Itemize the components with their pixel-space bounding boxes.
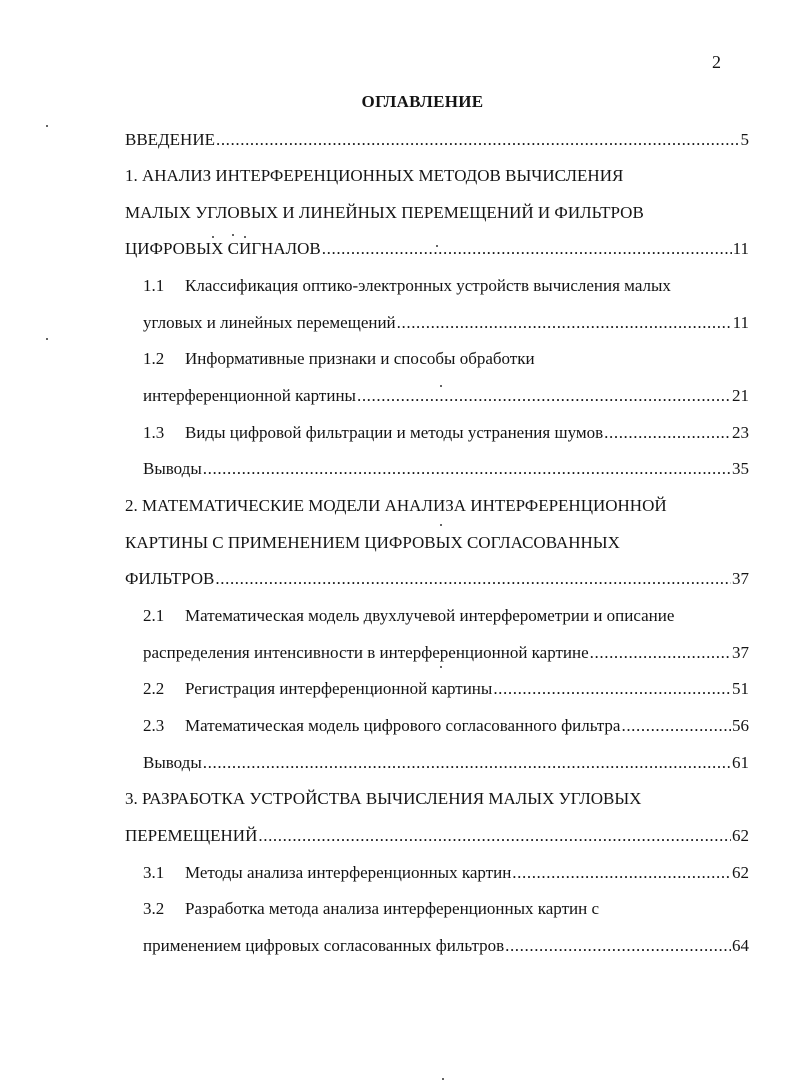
scan-speck	[244, 236, 246, 238]
page-number: 2	[712, 52, 721, 72]
dot-leader	[203, 451, 731, 487]
dot-leader	[203, 745, 731, 781]
dot-leader	[604, 415, 731, 451]
toc-chapter-2-line-3[interactable]	[125, 561, 749, 597]
entry-title: Выводы	[143, 459, 202, 478]
section-number: 1.1	[143, 276, 165, 295]
entry-title: угловых и линейных перемещений	[143, 313, 396, 332]
entry-title	[143, 855, 511, 891]
section-number: 1.3	[143, 423, 165, 442]
entry-page: 61	[732, 753, 749, 772]
entry-title	[143, 708, 620, 744]
toc-section-3-2-line-2[interactable]	[143, 928, 749, 964]
entry-title: ФИЛЬТРОВ	[125, 569, 215, 588]
entry-title: ПЕРЕМЕЩЕНИЙ	[125, 826, 258, 845]
toc-section-2-1-line-1[interactable]	[143, 598, 674, 634]
entry-title: применением цифровых согласованных фильтров	[143, 936, 505, 955]
scan-speck	[46, 338, 48, 340]
section-number: 3.1	[143, 863, 165, 882]
entry-title: ЦИФРОВЫХ СИГНАЛОВ	[125, 239, 321, 258]
entry-title-text: Математическая модель цифрового согласованного фильтра	[185, 716, 621, 735]
toc-chapter-2-line-2[interactable]: КАРТИНЫ С ПРИМЕНЕНИЕМ ЦИФРОВЫХ СОГЛАСОВАННЫХ	[125, 533, 620, 552]
entry-title: ВВЕДЕНИЕ	[125, 130, 215, 149]
entry-title-text: Виды цифровой фильтрации и методы устранения шумов	[185, 423, 604, 442]
entry-title: распределения интенсивности в интерференционной картине	[143, 643, 589, 662]
section-number: 3.2	[143, 899, 165, 918]
toc-section-2-1-line-2[interactable]	[143, 635, 749, 671]
entry-title: Математическая модель двухлучевой интерферометрии и описание	[185, 606, 675, 625]
dot-leader	[397, 305, 732, 341]
entry-page: 11	[732, 239, 749, 258]
entry-title-text: Регистрация интерференционной картины	[185, 679, 493, 698]
toc-section-1-2-line-1[interactable]	[143, 341, 535, 377]
scan-speck	[212, 236, 214, 238]
entry-title	[143, 415, 603, 451]
section-number: 1.2	[143, 349, 165, 368]
entry-page: 23	[732, 423, 749, 442]
toc-title: ОГЛАВЛЕНИЕ	[361, 92, 484, 111]
entry-page: 21	[732, 386, 749, 405]
scan-speck	[232, 234, 234, 236]
dot-leader	[505, 928, 731, 964]
entry-page: 5	[740, 130, 749, 149]
scan-speck	[440, 385, 442, 387]
entry-page: 51	[732, 679, 749, 698]
section-number: 2.2	[143, 679, 165, 698]
entry-title	[143, 671, 492, 707]
entry-title: Разработка метода анализа интерференционных картин с	[185, 899, 599, 918]
scan-speck	[440, 666, 442, 668]
entry-page: 35	[732, 459, 749, 478]
entry-page: 56	[732, 716, 749, 735]
dot-leader	[258, 818, 731, 854]
entry-page: 37	[732, 643, 749, 662]
entry-page: 64	[732, 936, 749, 955]
dot-leader	[621, 708, 731, 744]
toc-conclusions-1[interactable]	[143, 451, 749, 487]
toc-section-1-1-line-1[interactable]	[143, 268, 671, 304]
entry-page: 62	[732, 826, 749, 845]
dot-leader	[493, 671, 731, 707]
toc-chapter-3-line-1[interactable]: 3. РАЗРАБОТКА УСТРОЙСТВА ВЫЧИСЛЕНИЯ МАЛЫХ УГЛОВЫХ	[125, 789, 642, 808]
toc-chapter-2-line-1[interactable]: 2. МАТЕМАТИЧЕСКИЕ МОДЕЛИ АНАЛИЗА ИНТЕРФЕРЕНЦИОННОЙ	[125, 496, 667, 515]
dot-leader	[216, 122, 740, 158]
toc-chapter-1-line-1[interactable]: 1. АНАЛИЗ ИНТЕРФЕРЕНЦИОННЫХ МЕТОДОВ ВЫЧИСЛЕНИЯ	[125, 166, 624, 185]
scan-speck	[440, 524, 442, 526]
section-number: 2.3	[143, 716, 165, 735]
entry-page: 62	[732, 863, 749, 882]
toc-conclusions-2[interactable]	[143, 745, 749, 781]
toc-chapter-1-line-3[interactable]	[125, 231, 749, 267]
toc-entry-introduction[interactable]	[125, 122, 749, 158]
toc-section-3-2-line-1[interactable]	[143, 891, 599, 927]
toc-section-1-1-line-2[interactable]	[143, 305, 749, 341]
entry-page: 37	[732, 569, 749, 588]
entry-title: интерференционной картины	[143, 386, 356, 405]
scan-speck	[46, 125, 48, 127]
toc-section-1-3[interactable]	[143, 415, 749, 451]
dot-leader	[215, 561, 731, 597]
entry-page: 11	[732, 313, 749, 332]
entry-title: Выводы	[143, 753, 202, 772]
section-number: 2.1	[143, 606, 165, 625]
entry-title-text: Методы анализа интерференционных картин	[185, 863, 512, 882]
toc-section-2-3[interactable]	[143, 708, 749, 744]
entry-title: Классификация оптико-электронных устройств вычисления малых	[185, 276, 671, 295]
toc-section-1-2-line-2[interactable]	[143, 378, 749, 414]
scan-speck	[436, 245, 438, 247]
entry-title: Информативные признаки и способы обработки	[185, 349, 535, 368]
toc-chapter-3-line-2[interactable]	[125, 818, 749, 854]
dot-leader	[357, 378, 731, 414]
toc-section-3-1[interactable]	[143, 855, 749, 891]
dot-leader	[512, 855, 731, 891]
scan-speck	[442, 1078, 444, 1080]
toc-section-2-2[interactable]	[143, 671, 749, 707]
toc-chapter-1-line-2[interactable]: МАЛЫХ УГЛОВЫХ И ЛИНЕЙНЫХ ПЕРЕМЕЩЕНИЙ И ФИЛЬТРОВ	[125, 203, 644, 222]
dot-leader	[322, 231, 732, 267]
dot-leader	[590, 635, 731, 671]
